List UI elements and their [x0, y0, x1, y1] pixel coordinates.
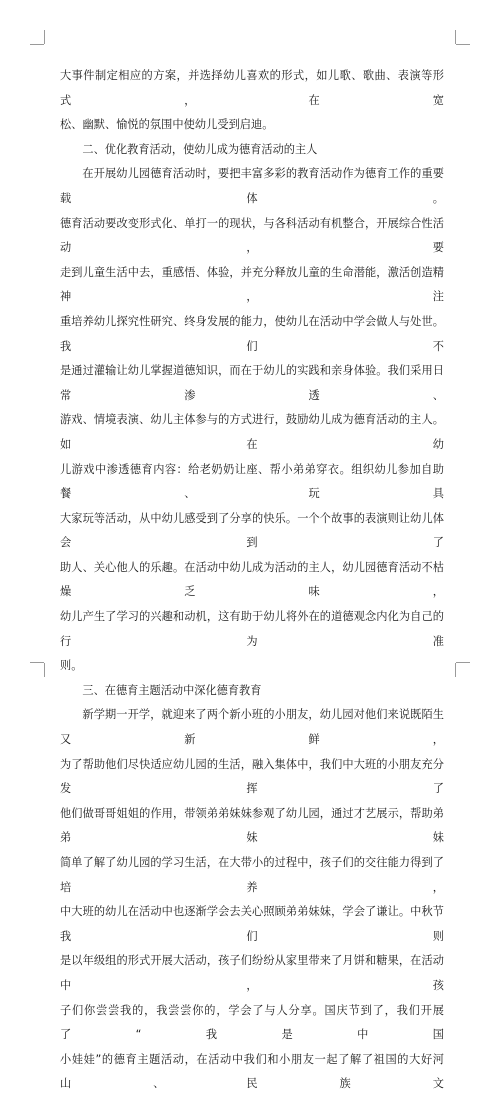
text-line: 重培养幼儿探究性研究、终身发展的能力，使幼儿在活动中学会做人与处世。我们不 [60, 314, 444, 353]
text-line: 是以年级组的形式开展大活动，孩子们纷纷从家里带来了月饼和糖果，在活动中，孩 [60, 954, 444, 992]
text-line: 大家玩等活动，从中幼儿感受到了分享的快乐。一个个故事的表演则让幼儿体会到了 [60, 511, 444, 550]
text-line: 是通过灌输让幼儿掌握道德知识，而在于幼儿的实践和亲身体验。我们采用日常渗透、 [60, 364, 444, 402]
document-body [60, 64, 444, 1097]
text-line: 新学期一开学，就迎来了两个新小班的小朋友，幼儿园对他们来说既陌生又新鲜， [60, 708, 444, 747]
text-line: 助人、关心他人的乐趣。在活动中幼儿成为活动的主人，幼儿园德育活动不枯燥乏味， [60, 560, 444, 599]
text-line: 大事件制定相应的方案，并选择幼儿喜欢的形式，如儿歌、歌曲、表演等形式，在宽 [60, 69, 444, 107]
crop-mark-bottom-right-v [455, 663, 456, 677]
text-line: 则。 [60, 659, 83, 673]
text-line: 他们做哥哥姐姐的作用，带领弟弟妹妹参观了幼儿园，通过才艺展示，帮助弟弟妹妹 [60, 806, 444, 845]
crop-mark-top-left-v [44, 30, 45, 44]
text-line: 德育活动要改变形式化、单打一的现状，与各科活动有机整合，开展综合性活动，要 [60, 216, 444, 255]
crop-mark-bottom-left-v [44, 663, 45, 677]
crop-mark-top-right-v [455, 30, 456, 44]
text-line: 松、幽默、愉悦的氛围中使幼儿受到启迪。 [60, 118, 274, 132]
paragraph [60, 703, 444, 1097]
crop-mark-top-left-h [30, 44, 44, 45]
text-line: 中大班的幼儿在活动中也逐渐学会去关心照顾弟弟妹妹，学会了谦让。中秋节我们则 [60, 905, 444, 943]
text-line: 儿游戏中渗透德育内容：给老奶奶让座、帮小弟弟穿衣。组织幼儿参加自助餐、玩具 [60, 462, 444, 501]
text-line: 走到儿童生活中去，重感悟、体验，并充分释放儿童的生命潜能，激活创造精神，注 [60, 265, 444, 304]
text-line: 为了帮助他们尽快适应幼儿园的生活，融入集体中，我们中大班的小朋友充分发挥了 [60, 757, 444, 796]
paragraph [60, 64, 444, 138]
text-line: 在开展幼儿园德育活动时，要把丰富多彩的教育活动作为德育工作的重要载体。 [60, 167, 444, 205]
crop-mark-bottom-right-h [456, 662, 470, 663]
crop-mark-bottom-left-h [30, 662, 44, 663]
section-heading: 二、优化教育活动，使幼儿成为德育活动的主人 [82, 142, 318, 156]
crop-mark-top-right-h [456, 44, 470, 45]
text-line: 简单了解了幼儿园的学习生活，在大带小的过程中，孩子们的交往能力得到了培养， [60, 856, 444, 894]
section-heading: 三、在德育主题活动中深化德育教育 [82, 683, 262, 697]
paragraph [60, 162, 444, 678]
text-line: 子们你尝尝我的，我尝尝你的，学会了与人分享。国庆节到了，我们开展了“我是中国 [60, 1003, 444, 1042]
text-line: 小娃娃”的德育主题活动，在活动中我们和小朋友一起了解了祖国的大好河山、民族文 [60, 1052, 444, 1091]
text-line: 游戏、情境表演、幼儿主体参与的方式进行，鼓励幼儿成为德育活动的主人。如在幼 [60, 413, 444, 451]
text-line: 幼儿产生了学习的兴趣和动机，这有助于幼儿将外在的道德观念内化为自己的行为准 [60, 610, 444, 648]
